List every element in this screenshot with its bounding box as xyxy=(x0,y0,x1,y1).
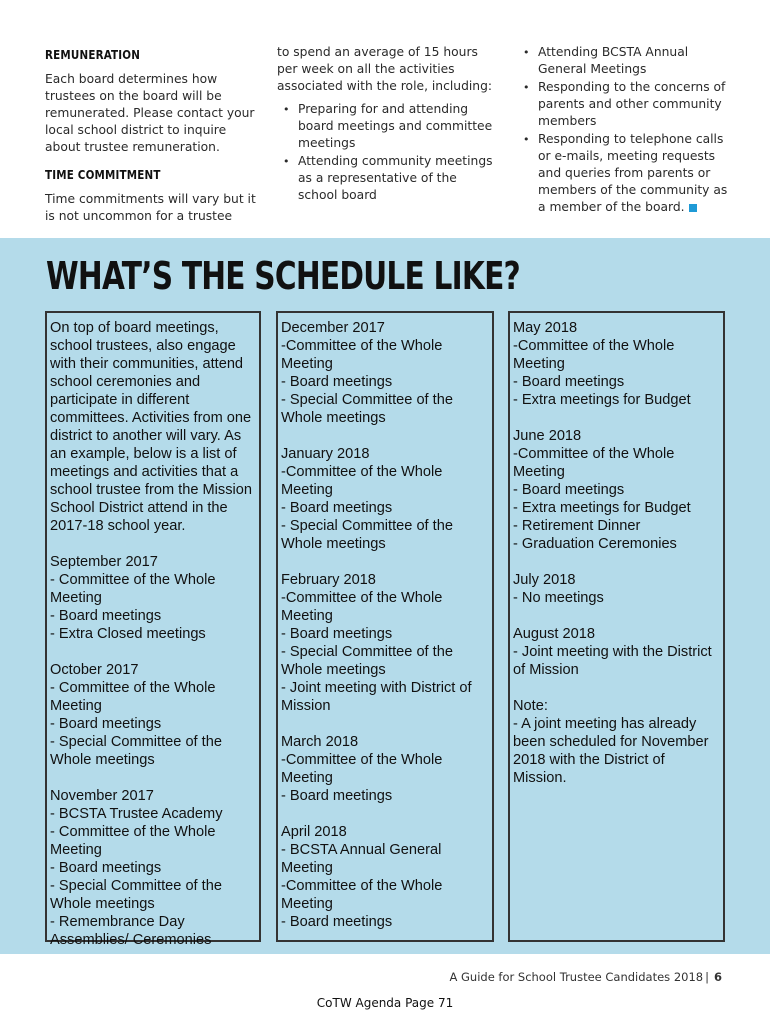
schedule-line: - Committee of the Whole xyxy=(50,680,216,696)
spacer xyxy=(513,607,720,625)
agenda-page-label: CoTW Agenda Page 71 xyxy=(316,996,454,1010)
page-number: 6 xyxy=(713,970,722,984)
schedule-line: - Special Committee of the xyxy=(281,392,453,408)
schedule-line: Meeting xyxy=(281,482,333,498)
schedule-line: Whole meetings xyxy=(281,662,386,678)
schedule-line: - Board meetings xyxy=(281,914,393,930)
schedule-box-1 xyxy=(45,311,261,948)
schedule-line: school ceremonies and xyxy=(50,374,201,390)
schedule-box-2 xyxy=(276,311,494,942)
list-item: • Attending BCSTA Annual General Meetings xyxy=(517,44,732,78)
schedule-line: Whole meetings xyxy=(281,410,386,426)
schedule-line: meetings and activities that a xyxy=(50,464,239,480)
time-commitment-heading: TIME COMMITMENT xyxy=(45,167,161,182)
schedule-line: - Special Committee of the xyxy=(281,518,453,534)
schedule-line: School District attend in the xyxy=(50,500,228,516)
schedule-line: -Committee of the Whole xyxy=(281,464,443,480)
schedule-line: - Special Committee of the xyxy=(50,878,222,894)
schedule-line: committees. Activities from one xyxy=(50,410,252,426)
schedule-line: -Committee of the Whole xyxy=(281,878,443,894)
guide-title: A Guide for School Trustee Candidates 2018 xyxy=(449,970,704,984)
top-column-1 xyxy=(45,44,260,235)
schedule-line: -Committee of the Whole xyxy=(281,752,443,768)
spacer xyxy=(513,553,720,571)
schedule-line: Meeting xyxy=(50,698,102,714)
spacer xyxy=(513,679,720,697)
schedule-line: - No meetings xyxy=(513,590,604,606)
schedule-line: Meeting xyxy=(281,860,333,876)
time-commitment-text: Time commitments will vary but it is not uncommon for a trustee xyxy=(45,192,256,223)
schedule-line: - Board meetings xyxy=(50,716,162,732)
schedule-line: - Extra Closed meetings xyxy=(50,626,206,642)
schedule-line: On top of board meetings, xyxy=(50,320,219,336)
schedule-line: September 2017 xyxy=(50,554,158,570)
schedule-line: -Committee of the Whole xyxy=(281,338,443,354)
schedule-line: participate in different xyxy=(50,392,190,408)
schedule-line: -Committee of the Whole xyxy=(513,338,675,354)
schedule-line: Whole meetings xyxy=(50,752,155,768)
schedule-line: - Remembrance Day xyxy=(50,914,185,930)
list-item-text: Responding to telephone calls or e-mails, meeting requests and queries from parents or members of the community as a member of the board. xyxy=(538,132,728,214)
schedule-line: - Board meetings xyxy=(281,788,393,804)
schedule-box-3 xyxy=(508,311,725,942)
footer-guide xyxy=(449,970,722,984)
spacer xyxy=(281,427,489,445)
schedule-line: of Mission xyxy=(513,662,579,678)
schedule-line: - Extra meetings for Budget xyxy=(513,392,691,408)
schedule-line: school trustee from the Mission xyxy=(50,482,252,498)
schedule-line: - Board meetings xyxy=(50,860,162,876)
spacer xyxy=(281,715,489,733)
end-mark-icon xyxy=(689,204,697,212)
schedule-line: - Committee of the Whole xyxy=(50,572,216,588)
list-item xyxy=(517,131,732,216)
remuneration-heading: REMUNERATION xyxy=(45,47,141,62)
schedule-line: an example, below is a list of xyxy=(50,446,237,462)
schedule-line: Meeting xyxy=(50,590,102,606)
schedule-line: - Board meetings xyxy=(281,500,393,516)
schedule-line: December 2017 xyxy=(281,320,385,336)
schedule-line: been scheduled for November xyxy=(513,734,709,750)
schedule-line: March 2018 xyxy=(281,734,359,750)
schedule-line: April 2018 xyxy=(281,824,347,840)
schedule-line: Meeting xyxy=(513,356,565,372)
top-column-2 xyxy=(277,44,499,205)
schedule-line: Mission xyxy=(281,698,331,714)
list-item: • Preparing for and attending board meetings and committee meetings xyxy=(277,101,499,152)
schedule-line: Meeting xyxy=(50,842,102,858)
schedule-line: - Joint meeting with the District xyxy=(513,644,712,660)
schedule-line: - Special Committee of the xyxy=(50,734,222,750)
schedule-line: Whole meetings xyxy=(50,896,155,912)
schedule-line: January 2018 xyxy=(281,446,370,462)
schedule-line: Meeting xyxy=(513,464,565,480)
remuneration-text: Each board determines how trustees on the board will be remunerated. Please contact your local school district to inquire about trustee remuneration. xyxy=(45,72,255,154)
schedule-line: - Graduation Ceremonies xyxy=(513,536,677,552)
schedule-line: February 2018 xyxy=(281,572,376,588)
schedule-line: - BCSTA Trustee Academy xyxy=(50,806,223,822)
schedule-line: - Committee of the Whole xyxy=(50,824,216,840)
schedule-line: October 2017 xyxy=(50,662,139,678)
spacer xyxy=(513,409,720,427)
schedule-line: Meeting xyxy=(281,896,333,912)
schedule-line: -Committee of the Whole xyxy=(281,590,443,606)
schedule-line: - Board meetings xyxy=(50,608,162,624)
schedule-line: July 2018 xyxy=(513,572,576,588)
schedule-line: district to another will vary. As xyxy=(50,428,242,444)
spacer xyxy=(50,535,256,553)
schedule-line: with their communities, attend xyxy=(50,356,244,372)
activities-list-continued xyxy=(517,44,732,216)
schedule-line: June 2018 xyxy=(513,428,582,444)
schedule-line: - Retirement Dinner xyxy=(513,518,641,534)
schedule-line: 2017-18 school year. xyxy=(50,518,186,534)
spacer xyxy=(281,805,489,823)
schedule-line: Assemblies/ Ceremonies xyxy=(50,932,212,948)
schedule-line: Meeting xyxy=(281,770,333,786)
activities-list xyxy=(277,101,499,204)
schedule-line: - Board meetings xyxy=(281,374,393,390)
schedule-line: - BCSTA Annual General xyxy=(281,842,442,858)
schedule-line: Meeting xyxy=(281,356,333,372)
schedule-line: - Special Committee of the xyxy=(281,644,453,660)
list-item: • Responding to the concerns of parents and other community members xyxy=(517,79,732,130)
schedule-line: Meeting xyxy=(281,608,333,624)
schedule-line: Whole meetings xyxy=(281,536,386,552)
schedule-line: school trustees, also engage xyxy=(50,338,236,354)
spacer xyxy=(281,553,489,571)
footer-separator: | xyxy=(705,970,709,984)
schedule-line: - Extra meetings for Budget xyxy=(513,500,691,516)
schedule-title: WHAT’S THE SCHEDULE LIKE? xyxy=(46,254,520,298)
schedule-line: - Board meetings xyxy=(513,482,625,498)
top-column-3 xyxy=(517,44,732,217)
schedule-line: May 2018 xyxy=(513,320,578,336)
schedule-line: 2018 with the District of xyxy=(513,752,665,768)
schedule-line: -Committee of the Whole xyxy=(513,446,675,462)
schedule-line: - Board meetings xyxy=(513,374,625,390)
schedule-line: August 2018 xyxy=(513,626,595,642)
schedule-line: Note: xyxy=(513,698,548,714)
spacer xyxy=(50,769,256,787)
list-item: • Attending community meetings as a representative of the school board xyxy=(277,153,499,204)
spacer xyxy=(50,643,256,661)
schedule-line: November 2017 xyxy=(50,788,154,804)
schedule-line: Mission. xyxy=(513,770,567,786)
schedule-line: - A joint meeting has already xyxy=(513,716,697,732)
schedule-line: - Joint meeting with District of xyxy=(281,680,472,696)
schedule-line: - Board meetings xyxy=(281,626,393,642)
top-section xyxy=(0,0,770,238)
time-commitment-continued: to spend an average of 15 hours per week on all the activities associated with the role, including: xyxy=(277,45,493,93)
